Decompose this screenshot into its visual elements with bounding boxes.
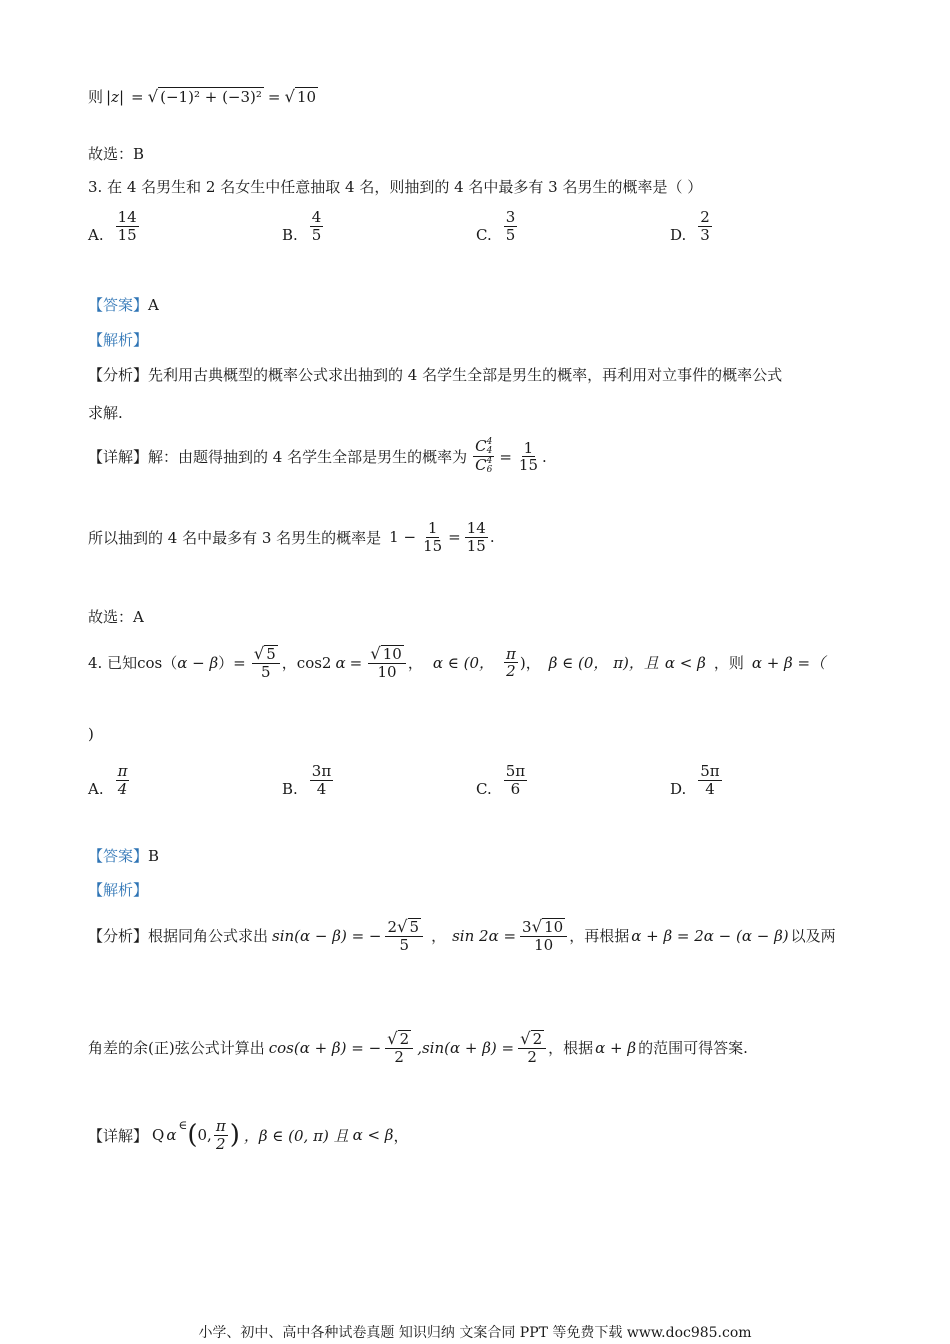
option-label: A. — [88, 226, 104, 244]
alpha: α — [166, 1126, 177, 1144]
q3-stem: 3. 在 4 名男生和 2 名女生中任意抽取 4 名，则抽到的 4 名中最多有 3 名男生的概率是（ ） — [88, 178, 703, 196]
option-fraction: $\frac{\pi}{4}$ — [117, 762, 128, 798]
option-label: A. — [88, 780, 104, 798]
sin-alpha-plus-beta: ,sin(α + β) = — [417, 1038, 515, 1057]
pi-over-2: $\frac{\pi}{2}$ — [506, 644, 516, 681]
condition: α < β — [664, 653, 706, 672]
option-label: B. — [282, 226, 298, 244]
fraction-fourteen-fifteenths: $\frac{14}{15}$ — [466, 519, 486, 555]
fenxi-c: 以及两 — [790, 927, 836, 946]
option-label: D. — [670, 226, 687, 244]
frac-3sqrt10-over-10: 3 √ 10 10 — [520, 918, 567, 954]
element-of: ∈ — [178, 1118, 188, 1132]
eq-sign: = — [131, 87, 144, 106]
q3-fenxi-1 — [88, 364, 782, 385]
xiangjie-tag: 【详解】 — [88, 448, 149, 466]
zero: 0, — [197, 1126, 212, 1144]
answer-tag: 【答案】 — [88, 847, 149, 865]
q3-option-d — [670, 208, 714, 244]
eq-sign: = — [349, 653, 363, 672]
cos-alpha-plus-beta: cos(α + β) = − — [268, 1038, 382, 1057]
cos2: cos2 — [296, 653, 332, 672]
radical-icon: √ — [147, 87, 159, 106]
q4-answer — [88, 845, 159, 866]
z-abs: |z| — [106, 87, 125, 106]
result-fraction: $\frac{1}{15}$ — [518, 438, 538, 474]
combination-fraction: C 4 4 C 4 6 — [475, 437, 493, 475]
analysis-tag: 【解析】 — [88, 331, 149, 349]
line2-c: 的范围可得答案. — [638, 1039, 748, 1058]
period: . — [542, 447, 547, 466]
eq-sign-2: = — [267, 87, 281, 106]
option-fraction: $\frac{3}{5}$ — [505, 208, 516, 244]
q4-option-a — [88, 762, 131, 798]
alpha: α — [335, 653, 346, 672]
radical-icon: √ — [284, 87, 295, 106]
option-fraction: $\frac{5\pi}{6}$ — [505, 762, 526, 798]
answer-value: A — [148, 295, 159, 314]
line2-b: ，根据 — [548, 1039, 594, 1058]
pi-over-2: $\frac{\pi}{2}$ — [215, 1117, 226, 1153]
eq-sign: = — [499, 447, 512, 466]
option-fraction: $\frac{3\pi}{4}$ — [311, 762, 332, 798]
alpha-plus-beta: α + β — [595, 1038, 637, 1057]
analysis-tag: 【解析】 — [88, 881, 149, 899]
q3-answer — [88, 294, 159, 315]
q4-fenxi — [88, 918, 836, 954]
fenxi-tag: 【分析】 — [88, 366, 149, 384]
close-eq: ）= — [218, 654, 246, 673]
q3-choose: 故选：A — [88, 608, 144, 626]
option-label: B. — [282, 780, 298, 798]
period: . — [489, 528, 495, 546]
fenxi-text: 先利用古典概型的概率公式求出抽到的 4 名学生全部是男生的概率，再利用对立事件的概率公式 — [148, 366, 783, 384]
q3-option-c — [476, 208, 519, 244]
stem-prefix: 4. 已知 — [88, 654, 138, 673]
alpha-range: α ∈ (0， — [432, 654, 494, 673]
option-fraction: $\frac{14}{15}$ — [117, 208, 137, 244]
alpha-minus-beta: α − β — [177, 653, 219, 672]
answer-tag: 【答案】 — [88, 296, 149, 314]
text-prefix: 则 — [88, 88, 104, 106]
option-fraction: $\frac{2}{3}$ — [700, 208, 710, 244]
z-var: z — [111, 87, 119, 106]
q4-paren-close: ) — [88, 725, 94, 743]
q4-analysis-tag — [88, 879, 148, 900]
q4-fenxi-2 — [88, 1030, 748, 1066]
q4-option-d — [670, 762, 724, 798]
relation: α + β = 2α − (α − β) — [631, 926, 789, 945]
sin-2alpha: sin 2α = — [452, 926, 517, 945]
xiangjie-text: 解：由题得抽到的 4 名学生全部是男生的概率为 — [148, 448, 468, 466]
sqrt-expression — [148, 87, 264, 106]
q4-option-c — [476, 762, 529, 798]
q4-xiangjie — [88, 1118, 409, 1152]
sin-alpha-minus-beta: sin(α − β) = − — [272, 926, 382, 945]
comma: ， — [281, 654, 297, 673]
sqrt-ten — [284, 87, 318, 106]
comma: ， — [407, 654, 423, 673]
fenxi-tag: 【分析】 — [88, 927, 149, 946]
sum-expression: α + β =（ — [751, 654, 826, 673]
frac-sqrt2-over-2-b: √ 2 2 — [518, 1030, 546, 1066]
q3-option-b — [282, 208, 325, 244]
radicand-ten: 10 — [297, 88, 317, 106]
condition: α < β — [352, 1126, 394, 1144]
range-close: )， — [519, 654, 541, 673]
cos-open: cos（ — [137, 654, 178, 673]
option-fraction: $\frac{4}{5}$ — [311, 208, 322, 244]
open-paren: ( — [187, 1120, 198, 1150]
q3-analysis-tag — [88, 329, 148, 350]
frac-2sqrt5-over-5: 2 √ 5 5 — [385, 918, 423, 954]
option-label: C. — [476, 780, 492, 798]
radicand: (−1)² + (−3)² — [160, 88, 262, 106]
sqrt5-over-5: √ 5 5 — [252, 645, 280, 681]
beta-range: β ∈ (0， π)，且 — [548, 654, 659, 673]
ze: ，则 — [713, 654, 744, 673]
modulus-line — [88, 86, 318, 107]
frac-sqrt2-over-2: √ 2 2 — [385, 1030, 413, 1066]
answer-value: B — [148, 846, 160, 865]
choose-b: 故选：B — [88, 145, 145, 163]
comma: ， — [431, 927, 447, 946]
line2-a: 角差的余(正)弦公式计算出 — [88, 1039, 265, 1058]
one-minus: 1 − — [389, 528, 417, 546]
fenxi-a: 根据同角公式求出 — [148, 927, 269, 946]
q3-option-a — [88, 208, 141, 244]
eq-sign: = — [448, 528, 461, 546]
beta-range: ，β ∈ (0, π) 且 — [243, 1126, 349, 1145]
close-paren: ) — [229, 1120, 240, 1150]
q3-xiangjie — [88, 438, 547, 475]
line2-text: 所以抽到的 4 名中最多有 3 名男生的概率是 — [88, 528, 382, 547]
xiangjie-tag: 【详解】 — [88, 1126, 149, 1145]
fenxi-b: ，再根据 — [569, 927, 630, 946]
sqrt10-over-10: √ 10 10 — [368, 645, 406, 681]
q4-stem — [88, 645, 825, 681]
q3-fenxi-2: 求解. — [88, 404, 123, 422]
footer: 小学、初中、高中各种试卷真题 知识归纳 文案合同 PPT 等免费下载 www.doc985.com — [198, 1325, 752, 1341]
tail: ， — [393, 1126, 409, 1145]
q4-option-b — [282, 762, 335, 798]
fraction-one-fifteenth: $\frac{1}{15}$ — [423, 519, 443, 555]
q3-line2 — [88, 520, 495, 554]
option-fraction: $\frac{5\pi}{4}$ — [700, 762, 720, 798]
option-label: D. — [670, 780, 687, 798]
option-label: C. — [476, 226, 492, 244]
q-symbol: Q — [152, 1126, 165, 1144]
